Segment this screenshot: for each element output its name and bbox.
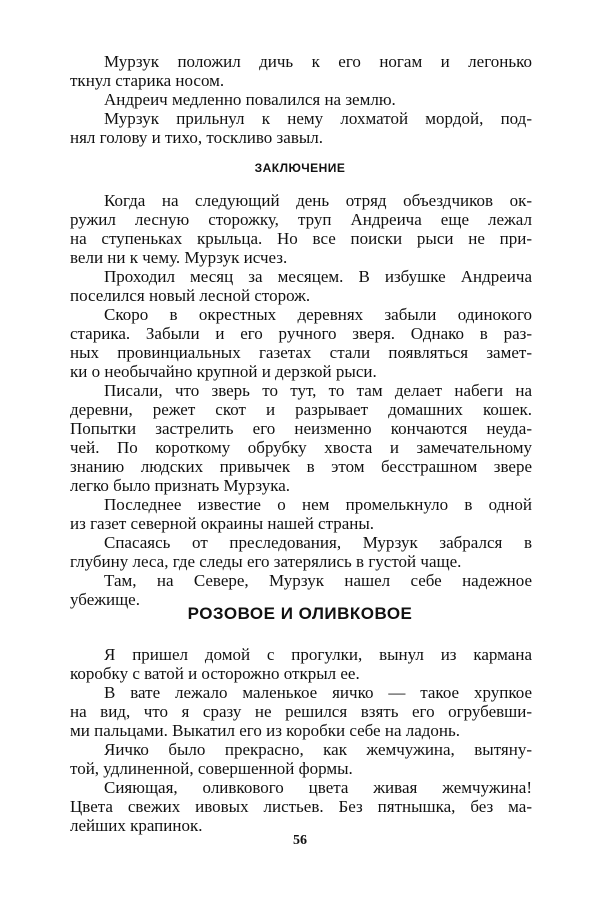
text-line: старика. Забыли и его ручного зверя. Однако в раз- <box>70 324 532 343</box>
text-line: Яичко было прекрасно, как жемчужина, вытяну- <box>104 740 532 759</box>
text-line: на вид, что я сразу не решился взять его огрубевши- <box>70 702 532 721</box>
text-line: Спасаясь от преследования, Мурзук забрался в <box>104 533 532 552</box>
text-line: Сияющая, оливкового цвета живая жемчужина! <box>104 778 532 797</box>
text-line: Последнее известие о нем промелькнуло в одной <box>104 495 532 514</box>
text-line: ружил лесную сторожку, труп Андреича еще лежал <box>70 210 532 229</box>
text-line: глубину леса, где следы его затерялись в густой чаще. <box>70 552 462 571</box>
story-text <box>70 645 532 835</box>
text-line: Мурзук положил дичь к его ногам и легонько <box>104 52 532 71</box>
section-heading-conclusion: ЗАКЛЮЧЕНИЕ <box>254 161 346 175</box>
text-line: деревни, режет скот и разрывает домашних кошек. <box>70 400 532 419</box>
text-line: Когда на следующий день отряд объездчиков ок- <box>104 191 532 210</box>
text-line: той, удлиненной, совершенной формы. <box>70 759 353 778</box>
text-line: на ступеньках крыльца. Но все поиски рыси не при- <box>70 229 532 248</box>
text-line: В вате лежало маленькое яичко — такое хрупкое <box>104 683 532 702</box>
text-line: легко было признать Мурзука. <box>70 476 291 495</box>
text-line: Цвета свежих ивовых листьев. Без пятнышка, без ма- <box>70 797 532 816</box>
conclusion-text <box>70 191 532 609</box>
text-line: Мурзук прильнул к нему лохматой мордой, под- <box>104 109 532 128</box>
text-line: из газет северной окраины нашей страны. <box>70 514 375 533</box>
text-line: Скоро в окрестных деревнях забыли одинокого <box>104 305 532 324</box>
text-line: ми пальцами. Выкатил его из коробки себе на ладонь. <box>70 721 461 740</box>
text-line: Там, на Севере, Мурзук нашел себе надежное <box>104 571 532 590</box>
text-line: коробку с ватой и осторожно открыл ее. <box>70 664 360 683</box>
text-line: Андреич медленно повалился на землю. <box>104 90 396 109</box>
text-line: убежище. <box>70 590 140 609</box>
story-ending-text <box>70 52 532 147</box>
text-line: вели ни к чему. Мурзук исчез. <box>70 248 288 267</box>
text-line: ки о необычайно крупной и дерзкой рыси. <box>70 362 377 381</box>
text-line: Проходил месяц за месяцем. В избушке Андреича <box>104 267 532 286</box>
page-number: 56 <box>293 833 307 848</box>
text-line: лейших крапинок. <box>70 816 203 835</box>
text-line: поселился новый лесной сторож. <box>70 286 311 305</box>
text-line: Писали, что зверь то тут, то там делает набеги на <box>104 381 532 400</box>
text-line: знанию людских привычек в этом бесстрашном звере <box>70 457 532 476</box>
text-line: чей. По короткому обрубку хвоста и замечательному <box>70 438 532 457</box>
story-title: РОЗОВОЕ И ОЛИВКОВОЕ <box>187 604 413 623</box>
text-line: Я пришел домой с прогулки, вынул из кармана <box>104 645 532 664</box>
text-line: ных провинциальных газетах стали появляться замет- <box>70 343 532 362</box>
text-line: Попытки застрелить его неизменно кончаются неуда- <box>70 419 532 438</box>
text-line: нял голову и тихо, тоскливо завыл. <box>70 128 323 147</box>
text-line: ткнул старика носом. <box>70 71 225 90</box>
